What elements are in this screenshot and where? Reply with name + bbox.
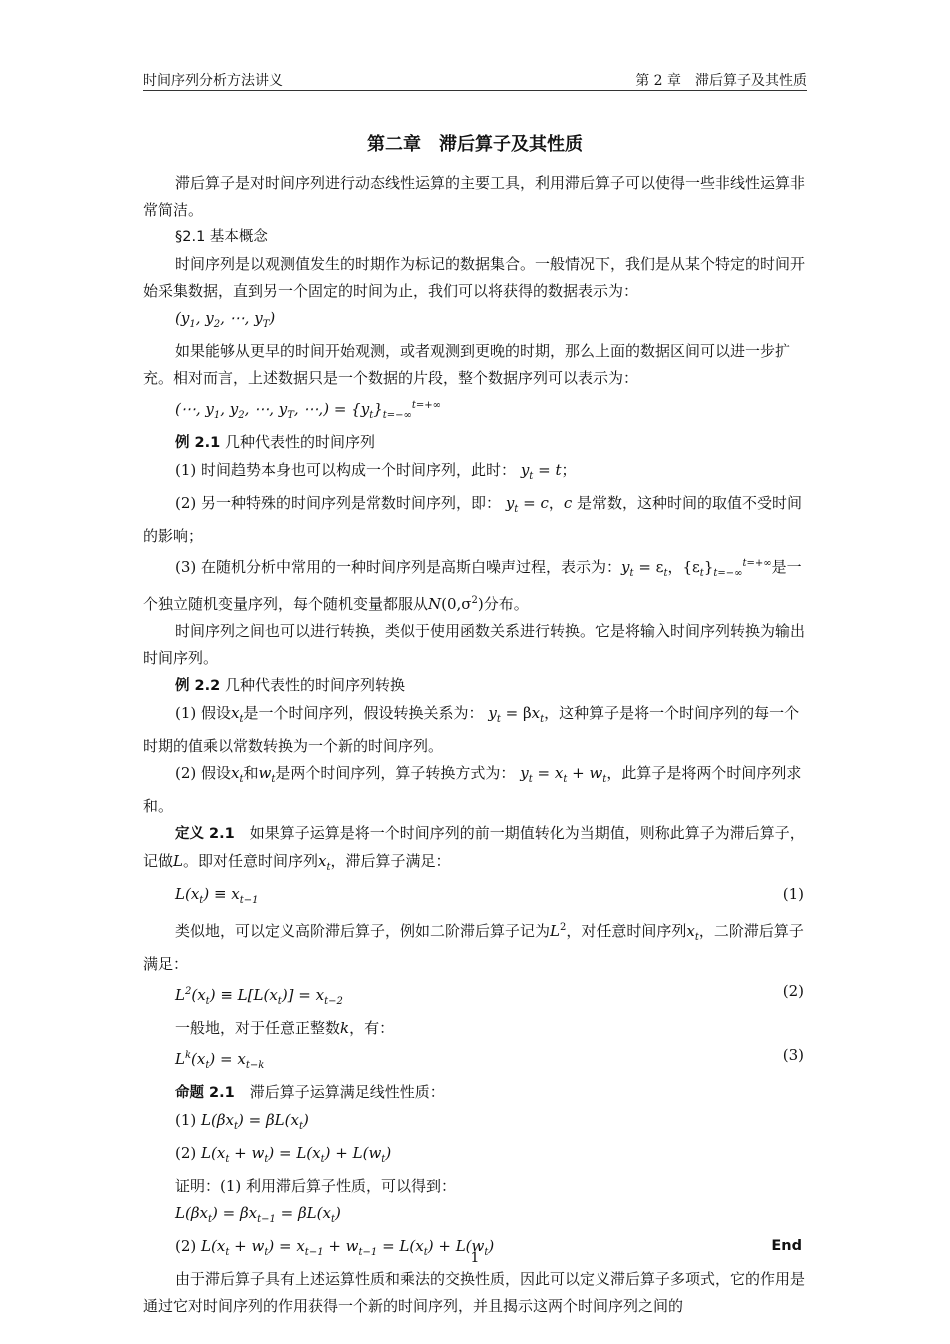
equation-number: (3) — [782, 1046, 804, 1064]
example-heading: 例 2.2 几种代表性的时间序列转换 — [175, 676, 406, 694]
equation-number: (2) — [782, 982, 804, 1000]
proof-line-1: $L(\beta x_t) = \beta x_{t-1} = \beta L(x_t)$ — [175, 1204, 341, 1225]
example-heading: 例 2.1 几种代表性的时间序列 — [175, 433, 376, 451]
header-left: 时间序列分析方法讲义 — [143, 73, 283, 89]
example-item: (1) 假设$x_t$是一个时间序列，假设转换关系为： $y_t = \beta x_t$，这种算子是将一个时间序列的每一个时期的值乘以常数转换为一个新的时间序列。 — [143, 704, 800, 755]
header-right: 第 2 章 滞后算子及其性质 — [635, 73, 807, 89]
proof-line-2: (2) $L(x_t + w_t) = x_{t-1} + w_{t-1} = L(x_t) + L(w_t)$ End — [143, 1233, 808, 1266]
equation-1: $L(x_t) \equiv x_{t-1}$ (1) — [143, 881, 808, 914]
paragraph: 一般地，对于任意正整数k，有： — [175, 1019, 395, 1037]
section-heading: §2.1 基本概念 — [175, 229, 268, 245]
paragraph: 类似地，可以定义高阶滞后算子，例如二阶滞后算子记为$L^2$，对任意时间序列$x_t$，二阶滞后算子满足： — [143, 922, 804, 973]
formula-full-sequence: (⋯, $y_1$, $y_2$, ⋯, $y_T$, ⋯,) = $\{y_t\}_{t=-\infty}^{t=+\infty}$ — [175, 400, 442, 421]
proof: 证明：(1) 利用滞后算子性质，可以得到： — [175, 1177, 457, 1195]
equation-number: (1) — [782, 885, 804, 903]
paragraph: 由于滞后算子具有上述运算性质和乘法的交换性质，因此可以定义滞后算子多项式，它的作用是通过它对时间序列的作用获得一个新的时间序列，并且揭示这两个时间序列之间的 — [143, 1270, 806, 1315]
property-1: (1) $L(\beta x_t) = \beta L(x_t)$ — [175, 1111, 309, 1132]
property-2: (2) $L(x_t + w_t) = L(x_t) + L(w_t)$ — [175, 1144, 392, 1165]
equation-2: $L^2(x_t) \equiv L[L(x_t)] = x_{t-2}$ (2) — [143, 978, 808, 1015]
example-item: (3) 在随机分析中常用的一种时间序列是高斯白噪声过程，表示为：$y_t = \varepsilon_t$，$\{\varepsilon_t\}_{t=-\infty}^{t=+\infty}$是一个独立随机变量序列，每个随机变量都服从$N(0,\sigma^2)$分布。 — [143, 558, 802, 613]
example-item: (2) 假设$x_t$和$w_t$是两个时间序列，算子转换方式为： $y_t = x_t + w_t$，此算子是将两个时间序列求和。 — [143, 764, 802, 815]
end-mark: End — [771, 1238, 802, 1254]
page-header — [143, 66, 807, 91]
equation-3: $L^k(x_t) = x_{t-k}$ (3) — [143, 1042, 808, 1079]
paragraph: 时间序列之间也可以进行转换，类似于使用函数关系进行转换。它是将输入时间序列转换为输出时间序列。 — [143, 622, 806, 667]
formula-sequence: ($y_1$, $y_2$, ⋯, $y_T$) — [175, 309, 276, 330]
paragraph: 时间序列是以观测值发生的时期作为标记的数据集合。一般情况下，我们是从某个特定的时间开始采集数据，直到另一个固定的时间为止，我们可以将获得的数据表示为： — [143, 255, 806, 300]
proposition: 命题 2.1 滞后算子运算满足线性性质： — [175, 1083, 445, 1101]
intro-paragraph: 滞后算子是对时间序列进行动态线性运算的主要工具，利用滞后算子可以使得一些非线性运算非常简洁。 — [143, 174, 806, 219]
definition: 定义 2.1 如果算子运算是将一个时间序列的前一期值转化为当期值，则称此算子为滞后算子，记做L。即对任意时间序列$x_t$，滞后算子满足： — [143, 824, 805, 873]
page-number: 1 — [470, 1250, 480, 1266]
example-item: (1) 时间趋势本身也可以构成一个时间序列，此时： $y_t = t$； — [175, 461, 577, 482]
paragraph: 如果能够从更早的时间开始观测，或者观测到更晚的时期，那么上面的数据区间可以进一步扩充。相对而言，上述数据只是一个数据的片段，整个数据序列可以表示为： — [143, 342, 791, 387]
example-item: (2) 另一种特殊的时间序列是常数时间序列，即： $y_t = c$，c 是常数，这种时间的取值不受时间的影响； — [143, 494, 803, 545]
body-text — [143, 170, 808, 1320]
chapter-title: 第二章 滞后算子及其性质 — [367, 134, 583, 155]
